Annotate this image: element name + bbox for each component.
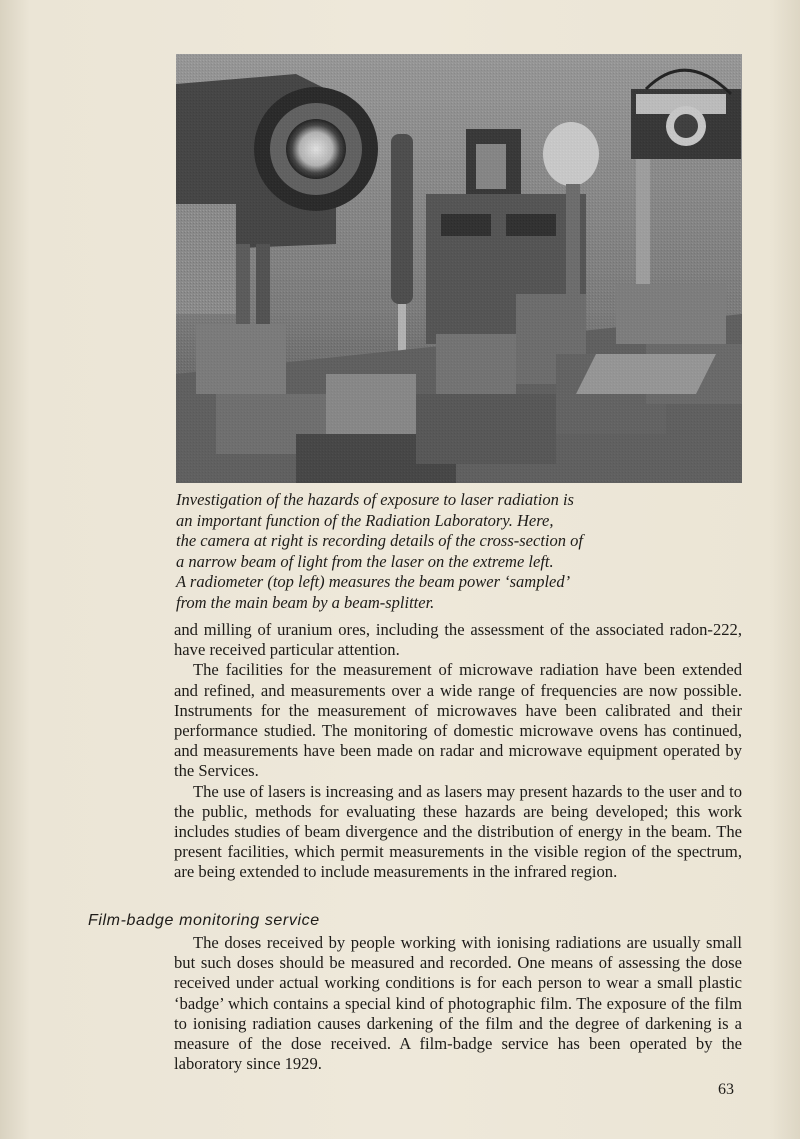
body-section-lasers bbox=[174, 620, 742, 883]
laser-lab-photo bbox=[176, 54, 742, 483]
caption-line: from the main beam by a beam-splitter. bbox=[176, 592, 435, 612]
paragraph: and milling of uranium ores, including the assessment of the associated radon-222, have received particular attention. bbox=[174, 620, 742, 660]
caption-line: a narrow beam of light from the laser on the extreme left. bbox=[176, 551, 554, 571]
caption-line: an important function of the Radiation Laboratory. Here, bbox=[176, 510, 554, 530]
caption-line: the camera at right is recording details of the cross-section of bbox=[176, 531, 583, 551]
photo-caption bbox=[176, 490, 646, 614]
page-number: 63 bbox=[718, 1081, 734, 1098]
section-heading: Film-badge monitoring service bbox=[88, 912, 320, 929]
body-section-film-badge bbox=[174, 933, 742, 1074]
paragraph: The use of lasers is increasing and as lasers may present hazards to the user and to the public, methods for evaluating these hazards are being developed; this work includes studies of beam divergence and the distribution of energy in the beam. The present facilities, which permit measurements in the visible region of the spectrum, are being extended to include measurements in the infrared region. bbox=[174, 781, 742, 882]
paragraph: The facilities for the measurement of microwave radiation have been extended and refined, and measurements over a wide range of frequencies are now possible. Instruments for the measurement of microwaves have been calibrated and their performance studied. The monitoring of domestic microwave ovens has continued, and measurements have been made on radar and microwave equipment operated by the Services. bbox=[174, 660, 742, 781]
caption-line: A radiometer (top left) measures the beam power ‘sampled’ bbox=[176, 572, 571, 592]
caption-line: Investigation of the hazards of exposure to laser radiation is bbox=[176, 490, 574, 509]
paragraph: The doses received by people working with ionising radiations are usually small but such doses should be measured and recorded. One means of assessing the dose received under actual working conditions is for each person to wear a small plastic ‘badge’ which contains a special kind of photographic film. The exposure of the film to ionising radiation causes darkening of the film and the degree of darkening is a measure of the dose received. A film-badge service has been operated by the laboratory since 1929. bbox=[174, 933, 742, 1074]
